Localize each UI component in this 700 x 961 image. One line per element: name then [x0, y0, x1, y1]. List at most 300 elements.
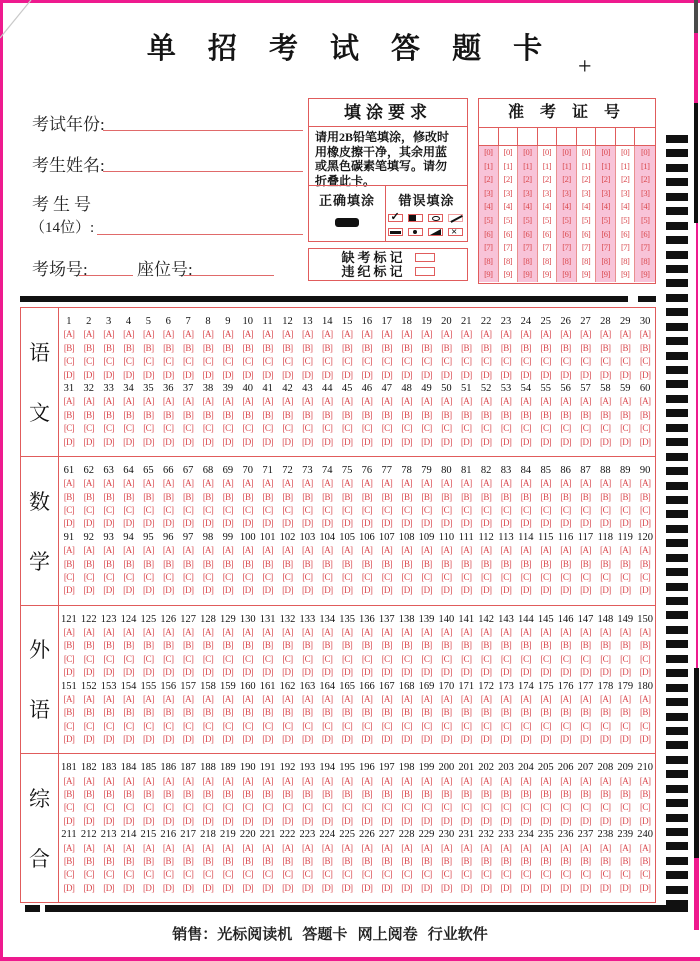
- answer-bubble[interactable]: [A]: [162, 478, 174, 489]
- answer-bubble[interactable]: [C]: [500, 356, 512, 367]
- answer-bubble[interactable]: [B]: [322, 409, 333, 420]
- answer-bubble[interactable]: [D]: [540, 667, 552, 678]
- answer-bubble[interactable]: [D]: [242, 436, 254, 447]
- answer-bubble[interactable]: [D]: [480, 585, 492, 596]
- ticket-bubble[interactable]: [1]: [635, 160, 655, 174]
- answer-bubble[interactable]: [D]: [560, 518, 571, 529]
- answer-bubble[interactable]: [A]: [301, 478, 313, 489]
- answer-bubble[interactable]: [B]: [163, 491, 174, 502]
- answer-bubble[interactable]: [A]: [441, 775, 452, 786]
- answer-bubble[interactable]: [D]: [520, 436, 532, 447]
- ticket-bubble[interactable]: [5]: [479, 214, 499, 228]
- answer-bubble[interactable]: [C]: [381, 720, 392, 731]
- answer-bubble[interactable]: [A]: [480, 478, 492, 489]
- answer-bubble[interactable]: [D]: [619, 585, 631, 596]
- answer-bubble[interactable]: [D]: [301, 815, 313, 826]
- answer-bubble[interactable]: [A]: [123, 626, 134, 637]
- answer-bubble[interactable]: [C]: [381, 504, 392, 515]
- answer-bubble[interactable]: [B]: [560, 640, 571, 651]
- ticket-bubble[interactable]: [9]: [596, 268, 616, 282]
- answer-bubble[interactable]: [A]: [83, 842, 95, 853]
- answer-bubble[interactable]: [A]: [282, 842, 293, 853]
- answer-bubble[interactable]: [D]: [500, 815, 512, 826]
- answer-bubble[interactable]: [B]: [83, 856, 94, 867]
- answer-bubble[interactable]: [A]: [381, 842, 393, 853]
- answer-bubble[interactable]: [D]: [63, 734, 75, 745]
- answer-bubble[interactable]: [C]: [341, 504, 353, 515]
- answer-bubble[interactable]: [A]: [182, 329, 194, 340]
- answer-bubble[interactable]: [C]: [481, 653, 492, 664]
- answer-bubble[interactable]: [D]: [83, 815, 95, 826]
- answer-bubble[interactable]: [A]: [361, 396, 373, 407]
- answer-bubble[interactable]: [C]: [540, 802, 551, 813]
- answer-bubble[interactable]: [D]: [282, 667, 293, 678]
- answer-bubble[interactable]: [B]: [620, 342, 631, 353]
- answer-bubble[interactable]: [C]: [520, 356, 531, 367]
- answer-bubble[interactable]: [B]: [123, 491, 134, 502]
- answer-bubble[interactable]: [D]: [500, 436, 512, 447]
- answer-bubble[interactable]: [C]: [639, 356, 651, 367]
- answer-bubble[interactable]: [D]: [580, 815, 591, 826]
- ticket-bubble[interactable]: [4]: [479, 200, 499, 214]
- answer-bubble[interactable]: [D]: [242, 667, 254, 678]
- answer-bubble[interactable]: [C]: [322, 802, 333, 813]
- answer-bubble[interactable]: [A]: [619, 775, 631, 786]
- answer-bubble[interactable]: [A]: [639, 693, 651, 704]
- answer-bubble[interactable]: [C]: [500, 802, 512, 813]
- answer-bubble[interactable]: [D]: [222, 369, 234, 380]
- answer-bubble[interactable]: [D]: [162, 734, 174, 745]
- answer-bubble[interactable]: [C]: [143, 869, 154, 880]
- answer-bubble[interactable]: [C]: [639, 504, 651, 515]
- answer-bubble[interactable]: [A]: [222, 842, 234, 853]
- answer-bubble[interactable]: [C]: [242, 423, 253, 434]
- answer-bubble[interactable]: [B]: [481, 409, 492, 420]
- answer-bubble[interactable]: [A]: [222, 545, 234, 556]
- answer-bubble[interactable]: [A]: [202, 329, 214, 340]
- answer-bubble[interactable]: [D]: [421, 734, 432, 745]
- answer-bubble[interactable]: [D]: [83, 667, 95, 678]
- answer-bubble[interactable]: [B]: [302, 491, 313, 502]
- answer-bubble[interactable]: [A]: [520, 396, 532, 407]
- answer-bubble[interactable]: [D]: [560, 369, 571, 380]
- answer-bubble[interactable]: [B]: [163, 707, 174, 718]
- answer-bubble[interactable]: [B]: [361, 409, 373, 420]
- answer-bubble[interactable]: [B]: [242, 789, 253, 800]
- answer-bubble[interactable]: [A]: [619, 842, 631, 853]
- answer-bubble[interactable]: [A]: [242, 693, 254, 704]
- answer-bubble[interactable]: [D]: [480, 369, 492, 380]
- answer-bubble[interactable]: [C]: [262, 802, 273, 813]
- answer-bubble[interactable]: [A]: [580, 478, 591, 489]
- answer-bubble[interactable]: [B]: [580, 707, 591, 718]
- answer-bubble[interactable]: [D]: [301, 882, 313, 893]
- answer-bubble[interactable]: [B]: [500, 342, 512, 353]
- answer-bubble[interactable]: [C]: [202, 653, 214, 664]
- answer-bubble[interactable]: [A]: [242, 329, 254, 340]
- answer-bubble[interactable]: [C]: [83, 802, 94, 813]
- ticket-bubble[interactable]: [4]: [557, 200, 577, 214]
- answer-bubble[interactable]: [A]: [381, 775, 393, 786]
- answer-bubble[interactable]: [B]: [282, 707, 293, 718]
- ticket-bubble[interactable]: [7]: [479, 241, 499, 255]
- answer-bubble[interactable]: [A]: [599, 693, 611, 704]
- answer-bubble[interactable]: [D]: [580, 369, 591, 380]
- answer-bubble[interactable]: [D]: [381, 882, 393, 893]
- answer-bubble[interactable]: [A]: [560, 329, 571, 340]
- answer-bubble[interactable]: [B]: [361, 707, 373, 718]
- answer-bubble[interactable]: [C]: [163, 653, 174, 664]
- answer-bubble[interactable]: [A]: [202, 478, 214, 489]
- answer-bubble[interactable]: [B]: [322, 558, 333, 569]
- answer-bubble[interactable]: [B]: [580, 640, 591, 651]
- answer-bubble[interactable]: [D]: [83, 369, 95, 380]
- answer-bubble[interactable]: [D]: [222, 882, 234, 893]
- answer-bubble[interactable]: [B]: [322, 491, 333, 502]
- answer-bubble[interactable]: [D]: [301, 518, 313, 529]
- answer-bubble[interactable]: [B]: [163, 409, 174, 420]
- answer-bubble[interactable]: [B]: [242, 558, 253, 569]
- answer-bubble[interactable]: [B]: [361, 640, 373, 651]
- answer-bubble[interactable]: [C]: [381, 423, 392, 434]
- answer-bubble[interactable]: [B]: [481, 856, 492, 867]
- answer-bubble[interactable]: [C]: [302, 653, 313, 664]
- answer-bubble[interactable]: [A]: [580, 693, 591, 704]
- answer-bubble[interactable]: [C]: [361, 869, 373, 880]
- answer-bubble[interactable]: [D]: [540, 585, 552, 596]
- ticket-bubble[interactable]: [3]: [499, 187, 519, 201]
- answer-bubble[interactable]: [B]: [202, 640, 214, 651]
- ticket-bubble[interactable]: [9]: [577, 268, 597, 282]
- answer-bubble[interactable]: [B]: [500, 789, 512, 800]
- answer-bubble[interactable]: [B]: [421, 707, 432, 718]
- answer-bubble[interactable]: [B]: [183, 342, 194, 353]
- answer-bubble[interactable]: [A]: [301, 775, 313, 786]
- answer-bubble[interactable]: [B]: [262, 789, 273, 800]
- answer-bubble[interactable]: [A]: [222, 396, 234, 407]
- answer-bubble[interactable]: [A]: [143, 329, 154, 340]
- answer-bubble[interactable]: [D]: [441, 518, 452, 529]
- answer-bubble[interactable]: [A]: [162, 693, 174, 704]
- answer-bubble[interactable]: [C]: [341, 720, 353, 731]
- ticket-bubble[interactable]: [6]: [479, 228, 499, 242]
- answer-bubble[interactable]: [C]: [83, 504, 94, 515]
- answer-bubble[interactable]: [B]: [242, 707, 253, 718]
- answer-bubble[interactable]: [A]: [103, 478, 114, 489]
- answer-bubble[interactable]: [D]: [123, 369, 134, 380]
- answer-bubble[interactable]: [D]: [619, 815, 631, 826]
- answer-bubble[interactable]: [A]: [441, 626, 452, 637]
- answer-bubble[interactable]: [C]: [222, 504, 233, 515]
- answer-bubble[interactable]: [C]: [262, 869, 273, 880]
- answer-bubble[interactable]: [C]: [63, 653, 75, 664]
- answer-bubble[interactable]: [A]: [262, 478, 273, 489]
- answer-bubble[interactable]: [B]: [163, 342, 174, 353]
- answer-bubble[interactable]: [D]: [619, 734, 631, 745]
- answer-bubble[interactable]: [C]: [441, 504, 452, 515]
- answer-bubble[interactable]: [D]: [143, 518, 154, 529]
- answer-bubble[interactable]: [B]: [103, 342, 114, 353]
- answer-bubble[interactable]: [D]: [182, 667, 194, 678]
- answer-bubble[interactable]: [D]: [282, 815, 293, 826]
- answer-bubble[interactable]: [B]: [500, 707, 512, 718]
- answer-bubble[interactable]: [A]: [540, 396, 552, 407]
- ticket-writein-cell[interactable]: [518, 128, 538, 145]
- answer-bubble[interactable]: [B]: [481, 491, 492, 502]
- answer-bubble[interactable]: [B]: [560, 558, 571, 569]
- answer-bubble[interactable]: [C]: [361, 571, 373, 582]
- answer-bubble[interactable]: [D]: [540, 734, 552, 745]
- answer-bubble[interactable]: [D]: [401, 815, 412, 826]
- answer-bubble[interactable]: [C]: [560, 571, 571, 582]
- answer-bubble[interactable]: [C]: [639, 802, 651, 813]
- answer-bubble[interactable]: [D]: [143, 882, 154, 893]
- answer-bubble[interactable]: [B]: [520, 640, 531, 651]
- answer-bubble[interactable]: [C]: [481, 869, 492, 880]
- answer-bubble[interactable]: [D]: [63, 882, 75, 893]
- answer-bubble[interactable]: [B]: [202, 707, 214, 718]
- answer-bubble[interactable]: [B]: [282, 558, 293, 569]
- answer-bubble[interactable]: [A]: [182, 545, 194, 556]
- answer-bubble[interactable]: [A]: [500, 478, 512, 489]
- answer-bubble[interactable]: [B]: [302, 789, 313, 800]
- answer-bubble[interactable]: [D]: [460, 667, 472, 678]
- answer-bubble[interactable]: [B]: [341, 789, 353, 800]
- answer-bubble[interactable]: [C]: [620, 802, 631, 813]
- answer-bubble[interactable]: [D]: [460, 436, 472, 447]
- answer-bubble[interactable]: [C]: [103, 423, 114, 434]
- answer-bubble[interactable]: [C]: [183, 571, 194, 582]
- answer-bubble[interactable]: [A]: [83, 478, 95, 489]
- answer-bubble[interactable]: [A]: [441, 396, 452, 407]
- answer-bubble[interactable]: [C]: [202, 504, 214, 515]
- answer-bubble[interactable]: [D]: [103, 882, 114, 893]
- answer-bubble[interactable]: [D]: [341, 815, 353, 826]
- answer-bubble[interactable]: [D]: [381, 667, 393, 678]
- answer-bubble[interactable]: [B]: [401, 491, 412, 502]
- answer-bubble[interactable]: [C]: [441, 571, 452, 582]
- answer-bubble[interactable]: [B]: [500, 856, 512, 867]
- answer-bubble[interactable]: [B]: [401, 856, 412, 867]
- answer-bubble[interactable]: [A]: [103, 329, 114, 340]
- answer-bubble[interactable]: [D]: [63, 815, 75, 826]
- answer-bubble[interactable]: [C]: [202, 571, 214, 582]
- answer-bubble[interactable]: [C]: [620, 356, 631, 367]
- answer-bubble[interactable]: [D]: [123, 518, 134, 529]
- answer-bubble[interactable]: [D]: [381, 585, 393, 596]
- answer-bubble[interactable]: [B]: [222, 707, 233, 718]
- answer-bubble[interactable]: [C]: [123, 423, 134, 434]
- answer-bubble[interactable]: [D]: [143, 815, 154, 826]
- answer-bubble[interactable]: [C]: [103, 653, 114, 664]
- ticket-bubble[interactable]: [8]: [596, 255, 616, 269]
- answer-bubble[interactable]: [D]: [599, 436, 611, 447]
- answer-bubble[interactable]: [A]: [321, 626, 333, 637]
- answer-bubble[interactable]: [A]: [182, 626, 194, 637]
- answer-bubble[interactable]: [A]: [282, 626, 293, 637]
- answer-bubble[interactable]: [C]: [63, 356, 75, 367]
- answer-bubble[interactable]: [B]: [639, 342, 651, 353]
- answer-bubble[interactable]: [A]: [619, 626, 631, 637]
- answer-bubble[interactable]: [A]: [500, 329, 512, 340]
- answer-bubble[interactable]: [C]: [639, 869, 651, 880]
- answer-bubble[interactable]: [B]: [381, 409, 392, 420]
- answer-bubble[interactable]: [B]: [401, 409, 412, 420]
- answer-bubble[interactable]: [A]: [381, 693, 393, 704]
- answer-bubble[interactable]: [A]: [580, 775, 591, 786]
- answer-bubble[interactable]: [C]: [401, 720, 412, 731]
- answer-bubble[interactable]: [D]: [520, 585, 532, 596]
- ticket-bubble[interactable]: [9]: [557, 268, 577, 282]
- answer-bubble[interactable]: [B]: [481, 789, 492, 800]
- answer-bubble[interactable]: [D]: [401, 882, 412, 893]
- answer-bubble[interactable]: [D]: [421, 667, 432, 678]
- answer-bubble[interactable]: [B]: [262, 342, 273, 353]
- answer-bubble[interactable]: [D]: [441, 882, 452, 893]
- answer-bubble[interactable]: [B]: [202, 789, 214, 800]
- answer-bubble[interactable]: [B]: [322, 342, 333, 353]
- answer-bubble[interactable]: [D]: [480, 436, 492, 447]
- answer-bubble[interactable]: [A]: [123, 842, 134, 853]
- answer-bubble[interactable]: [B]: [341, 409, 353, 420]
- answer-bubble[interactable]: [B]: [63, 640, 75, 651]
- answer-bubble[interactable]: [B]: [222, 640, 233, 651]
- answer-bubble[interactable]: [D]: [441, 667, 452, 678]
- answer-bubble[interactable]: [D]: [361, 667, 373, 678]
- answer-bubble[interactable]: [A]: [162, 775, 174, 786]
- ticket-bubble[interactable]: [7]: [577, 241, 597, 255]
- answer-bubble[interactable]: [A]: [460, 545, 472, 556]
- answer-bubble[interactable]: [D]: [421, 369, 432, 380]
- answer-bubble[interactable]: [C]: [361, 653, 373, 664]
- answer-bubble[interactable]: [A]: [321, 478, 333, 489]
- answer-bubble[interactable]: [A]: [361, 329, 373, 340]
- answer-bubble[interactable]: [D]: [580, 585, 591, 596]
- ticket-bubble[interactable]: [3]: [577, 187, 597, 201]
- ticket-bubble[interactable]: [9]: [635, 268, 655, 282]
- answer-bubble[interactable]: [D]: [143, 369, 154, 380]
- answer-bubble[interactable]: [A]: [222, 329, 234, 340]
- answer-bubble[interactable]: [A]: [103, 842, 114, 853]
- answer-bubble[interactable]: [D]: [480, 734, 492, 745]
- answer-bubble[interactable]: [B]: [282, 856, 293, 867]
- answer-bubble[interactable]: [D]: [361, 518, 373, 529]
- answer-bubble[interactable]: [D]: [560, 882, 571, 893]
- answer-bubble[interactable]: [B]: [500, 409, 512, 420]
- answer-bubble[interactable]: [A]: [341, 626, 353, 637]
- answer-bubble[interactable]: [B]: [421, 342, 432, 353]
- answer-bubble[interactable]: [A]: [321, 842, 333, 853]
- answer-bubble[interactable]: [D]: [460, 815, 472, 826]
- answer-bubble[interactable]: [B]: [262, 707, 273, 718]
- answer-bubble[interactable]: [C]: [282, 356, 293, 367]
- answer-bubble[interactable]: [C]: [222, 356, 233, 367]
- answer-bubble[interactable]: [A]: [480, 693, 492, 704]
- ticket-bubble[interactable]: [6]: [616, 228, 636, 242]
- answer-bubble[interactable]: [A]: [143, 626, 154, 637]
- answer-bubble[interactable]: [A]: [441, 329, 452, 340]
- answer-bubble[interactable]: [C]: [83, 653, 94, 664]
- answer-bubble[interactable]: [C]: [322, 571, 333, 582]
- answer-bubble[interactable]: [D]: [282, 518, 293, 529]
- answer-bubble[interactable]: [D]: [282, 369, 293, 380]
- ticket-writein-cell[interactable]: [538, 128, 558, 145]
- answer-bubble[interactable]: [A]: [639, 842, 651, 853]
- ticket-bubble[interactable]: [2]: [635, 173, 655, 187]
- answer-bubble[interactable]: [D]: [123, 815, 134, 826]
- answer-bubble[interactable]: [A]: [222, 775, 234, 786]
- answer-bubble[interactable]: [A]: [341, 329, 353, 340]
- answer-bubble[interactable]: [D]: [341, 734, 353, 745]
- answer-bubble[interactable]: [B]: [381, 342, 392, 353]
- answer-bubble[interactable]: [C]: [540, 356, 551, 367]
- answer-bubble[interactable]: [B]: [520, 856, 531, 867]
- answer-bubble[interactable]: [A]: [143, 693, 154, 704]
- answer-bubble[interactable]: [C]: [620, 720, 631, 731]
- answer-bubble[interactable]: [B]: [461, 409, 472, 420]
- answer-bubble[interactable]: [D]: [361, 882, 373, 893]
- answer-bubble[interactable]: [B]: [620, 789, 631, 800]
- answer-bubble[interactable]: [D]: [162, 518, 174, 529]
- ticket-bubble[interactable]: [5]: [538, 214, 558, 228]
- answer-bubble[interactable]: [C]: [302, 720, 313, 731]
- answer-bubble[interactable]: [B]: [302, 707, 313, 718]
- answer-bubble[interactable]: [C]: [580, 571, 591, 582]
- answer-bubble[interactable]: [D]: [182, 518, 194, 529]
- answer-bubble[interactable]: [A]: [540, 842, 552, 853]
- answer-bubble[interactable]: [A]: [202, 693, 214, 704]
- answer-bubble[interactable]: [A]: [123, 396, 134, 407]
- answer-bubble[interactable]: [C]: [381, 653, 392, 664]
- answer-bubble[interactable]: [A]: [162, 842, 174, 853]
- answer-bubble[interactable]: [A]: [401, 329, 412, 340]
- answer-bubble[interactable]: [C]: [103, 504, 114, 515]
- answer-bubble[interactable]: [C]: [520, 869, 531, 880]
- answer-bubble[interactable]: [B]: [163, 789, 174, 800]
- answer-bubble[interactable]: [C]: [83, 720, 94, 731]
- answer-bubble[interactable]: [A]: [441, 842, 452, 853]
- answer-bubble[interactable]: [C]: [361, 802, 373, 813]
- answer-bubble[interactable]: [C]: [500, 504, 512, 515]
- answer-bubble[interactable]: [A]: [63, 775, 75, 786]
- answer-bubble[interactable]: [D]: [83, 518, 95, 529]
- answer-bubble[interactable]: [C]: [500, 869, 512, 880]
- ticket-bubble[interactable]: [4]: [577, 200, 597, 214]
- answer-bubble[interactable]: [D]: [63, 585, 75, 596]
- ticket-bubble[interactable]: [1]: [479, 160, 499, 174]
- answer-bubble[interactable]: [C]: [282, 423, 293, 434]
- answer-bubble[interactable]: [D]: [262, 734, 273, 745]
- answer-bubble[interactable]: [B]: [381, 558, 392, 569]
- answer-bubble[interactable]: [C]: [222, 869, 233, 880]
- answer-bubble[interactable]: [B]: [361, 491, 373, 502]
- answer-bubble[interactable]: [A]: [341, 693, 353, 704]
- answer-bubble[interactable]: [B]: [520, 409, 531, 420]
- answer-bubble[interactable]: [A]: [580, 329, 591, 340]
- answer-bubble[interactable]: [D]: [162, 667, 174, 678]
- ticket-bubble[interactable]: [8]: [616, 255, 636, 269]
- answer-bubble[interactable]: [D]: [182, 734, 194, 745]
- answer-bubble[interactable]: [D]: [421, 815, 432, 826]
- answer-bubble[interactable]: [B]: [639, 640, 651, 651]
- answer-bubble[interactable]: [B]: [639, 558, 651, 569]
- answer-bubble[interactable]: [A]: [143, 396, 154, 407]
- answer-bubble[interactable]: [D]: [619, 436, 631, 447]
- answer-bubble[interactable]: [D]: [580, 882, 591, 893]
- answer-bubble[interactable]: [B]: [461, 491, 472, 502]
- answer-bubble[interactable]: [A]: [262, 693, 273, 704]
- answer-bubble[interactable]: [D]: [401, 369, 412, 380]
